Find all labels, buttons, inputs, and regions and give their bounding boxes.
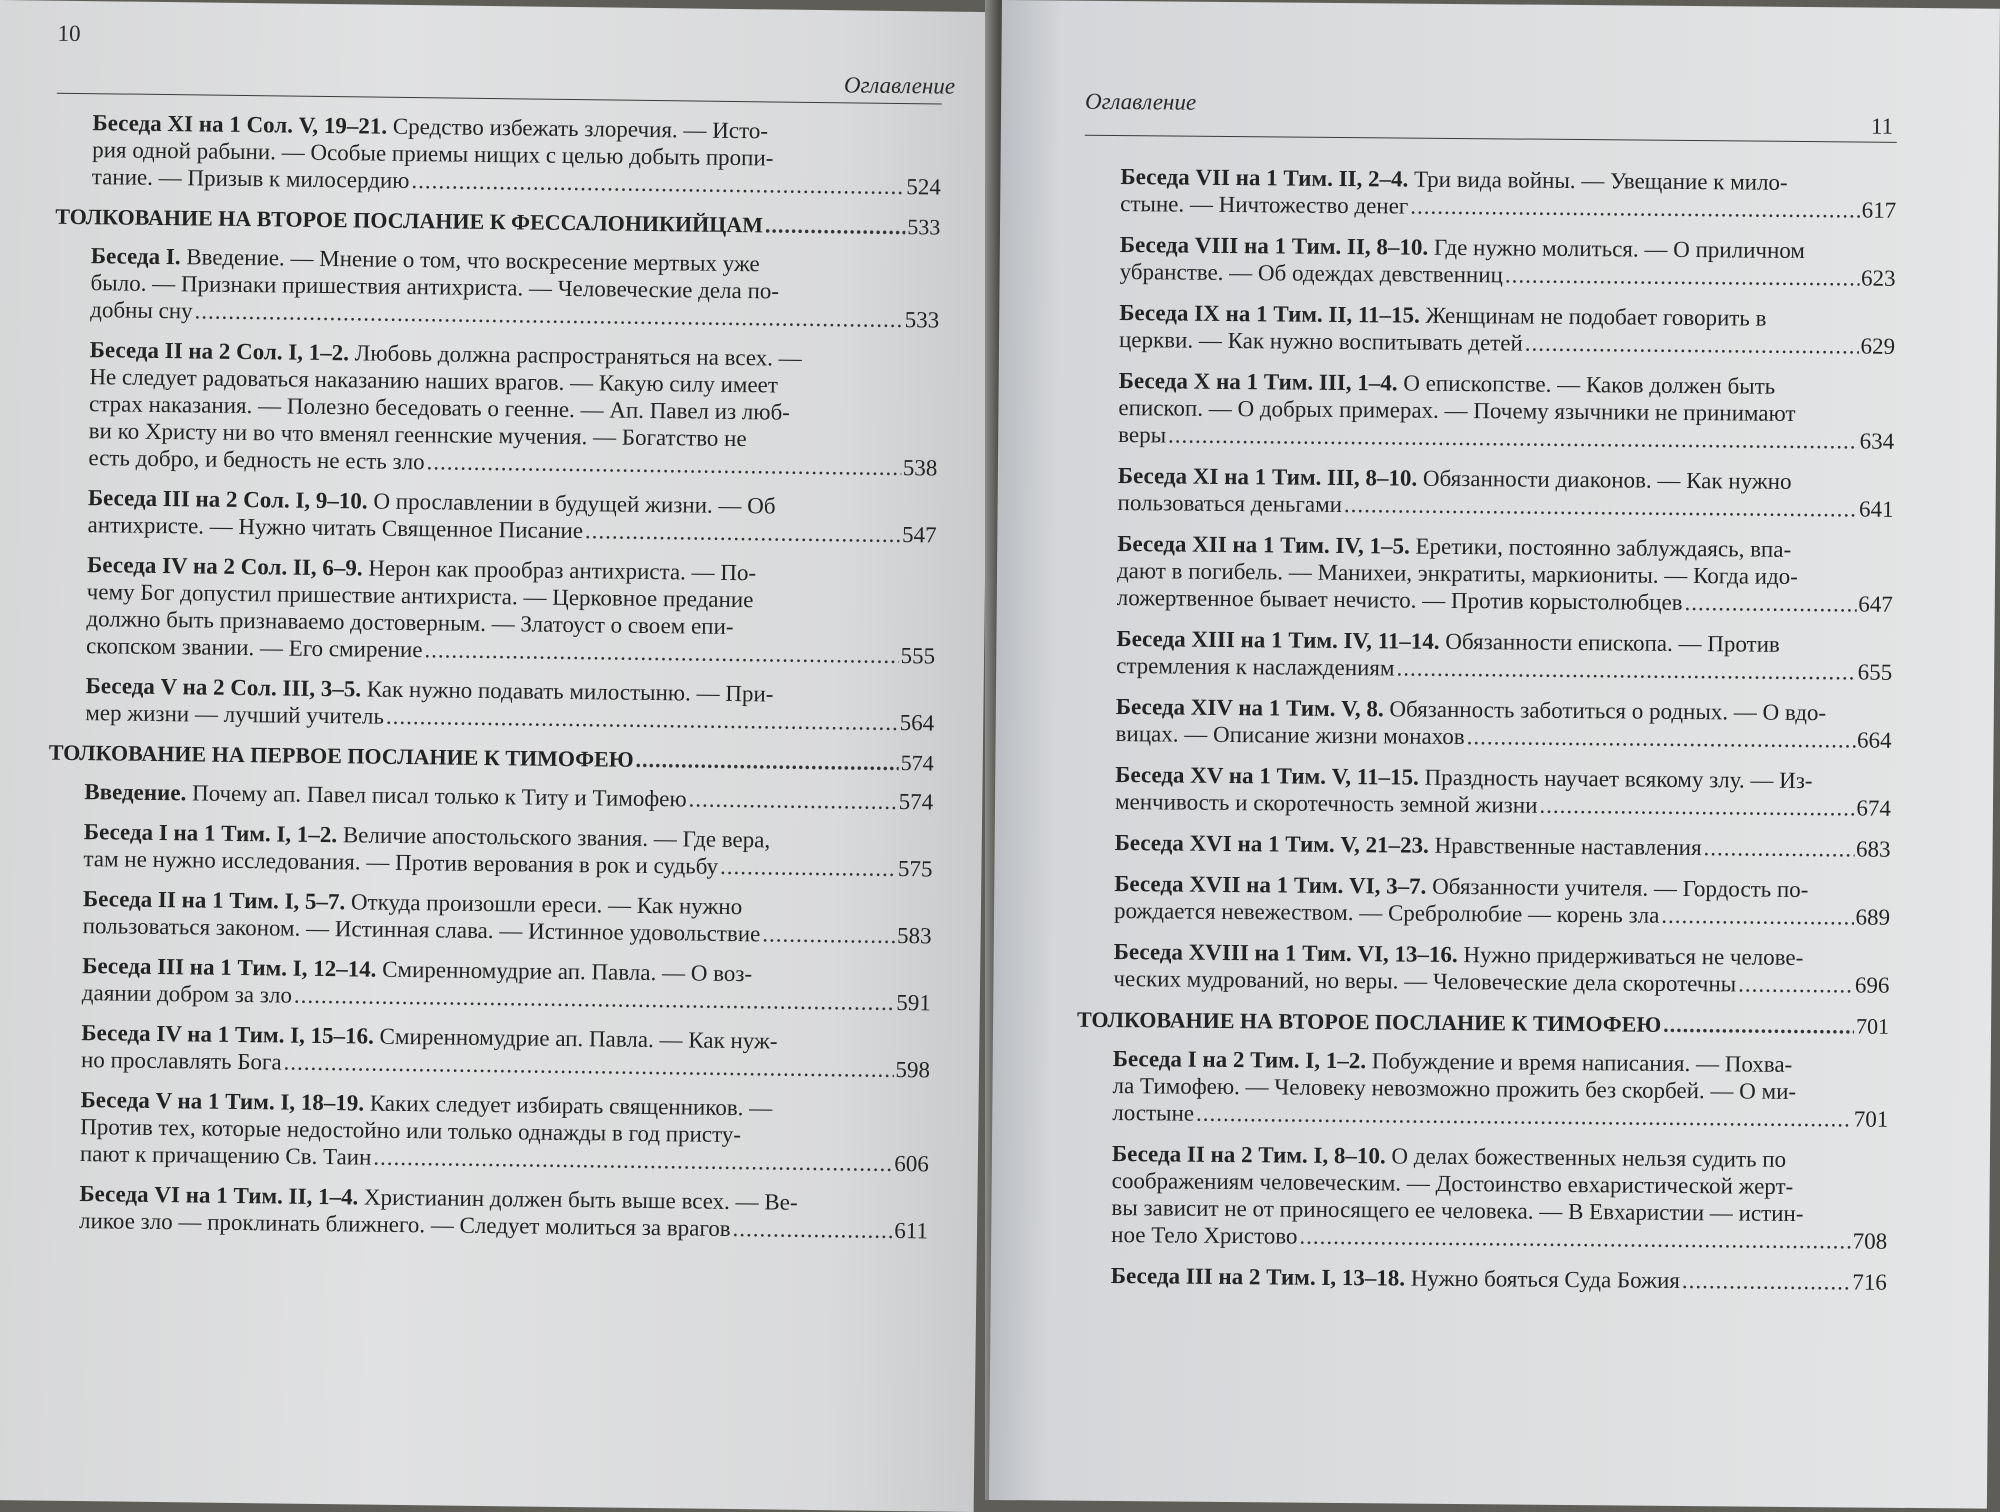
toc-entry <box>47 885 933 950</box>
entry-title: Беседа XV на 1 Тим. V, 11–15. <box>1115 762 1419 790</box>
leader-dots <box>1410 193 1860 224</box>
toc-entry <box>44 1086 930 1178</box>
page-ref: 611 <box>894 1218 929 1244</box>
entry-text-line: Смиренномудрие ап. Павла. — О воз- <box>382 956 753 987</box>
leader-dots <box>1344 491 1857 522</box>
toc-entry <box>46 952 932 1017</box>
entry-text-line: Обязанности учителя. — Гордость по- <box>1432 873 1809 903</box>
entry-title: Беседа XVIII на 1 Тим. VI, 13–16. <box>1113 939 1458 968</box>
toc-entry <box>1083 299 1895 360</box>
toc-entry <box>50 551 936 670</box>
page-ref: 641 <box>1858 496 1894 522</box>
entry-text-line: Три вида войны. — Увещание к мило- <box>1413 166 1788 195</box>
leader-dots <box>1703 834 1854 862</box>
toc-entry <box>1079 693 1891 754</box>
entry-text-line: Обязанность заботиться о родных. — О вдо- <box>1389 696 1827 726</box>
section-title: ТОЛКОВАНИЕ НА ВТОРОЕ ПОСЛАНИЕ К ТИМОФЕЮ <box>1076 1006 1662 1037</box>
toc-entry <box>45 1019 931 1084</box>
header-rule-right <box>1085 135 1897 143</box>
page-ref: 606 <box>894 1151 930 1177</box>
entry-title: Беседа I. <box>90 243 181 270</box>
page-ref: 564 <box>899 710 935 736</box>
entry-last-line: стыне. — Ничтожество денег <box>1120 191 1409 219</box>
page-ref: 583 <box>896 923 932 949</box>
entry-text-line: О делах божественных нельзя судить по <box>1391 1143 1787 1172</box>
toc-section-heading <box>55 203 940 241</box>
entry-last-line: скопском звании. — Его смирение <box>85 633 423 663</box>
toc-entry <box>1076 1045 1889 1133</box>
entry-text-line: Смиренномудрие ап. Павла. — Как нуж- <box>379 1023 778 1054</box>
page-ref: 647 <box>1858 591 1893 617</box>
entry-last-line: мер жизни — лучший учитель <box>85 700 385 729</box>
left-page <box>0 0 992 1512</box>
entry-last-line: даянии добром за зло <box>81 980 293 1008</box>
leader-dots <box>424 636 898 669</box>
entry-text-line: Средство избежать злоречия. — Исто- <box>392 113 769 144</box>
toc-entry <box>47 818 933 883</box>
entry-title: Беседа IX на 1 Тим. II, 11–15. <box>1119 300 1420 328</box>
page-ref: 555 <box>900 643 936 669</box>
leader-dots <box>765 211 906 240</box>
leader-dots <box>1684 589 1856 617</box>
entry-title: Беседа XI на 1 Сол. V, 19–21. <box>92 110 388 139</box>
entry-last-line: но прославлять Бога <box>80 1047 282 1075</box>
entry-text-line: Обязанности диаконов. — Как нужно <box>1422 465 1792 494</box>
leader-dots <box>426 448 901 481</box>
entry-title: Беседа II на 2 Сол. I, 1–2. <box>89 337 350 366</box>
entry-text-line: ла Тимофею. — Человеку невозможно прожить без скорбей. — О ми- <box>1112 1073 1797 1104</box>
entry-title: Беседа XVI на 1 Тим. V, 21–23. <box>1114 830 1429 858</box>
entry-last-line: церкви. — Как нужно воспитывать детей <box>1118 327 1523 356</box>
page-ref: 664 <box>1856 727 1892 753</box>
page-ref: 674 <box>1856 795 1892 821</box>
entry-title: Беседа XII на 1 Тим. IV, 1–5. <box>1117 531 1410 559</box>
leader-dots <box>1505 261 1859 291</box>
entry-title: Беседа II на 1 Тим. I, 5–7. <box>82 886 346 915</box>
header-rule-left <box>57 93 942 105</box>
toc-entry <box>1084 231 1896 292</box>
leader-dots <box>1539 792 1854 822</box>
entry-title: Беседа V на 2 Сол. III, 3–5. <box>85 673 362 702</box>
page-ref: 598 <box>895 1057 931 1083</box>
page-ref: 623 <box>1860 265 1896 291</box>
section-title: ТОЛКОВАНИЕ НА ВТОРОЕ ПОСЛАНИЕ К ФЕССАЛОНИКИЙЦАМ <box>55 203 764 238</box>
leader-dots <box>585 517 900 548</box>
page-ref: 701 <box>1853 1106 1889 1132</box>
entry-title: Беседа II на 2 Тим. I, 8–10. <box>1111 1141 1386 1169</box>
toc-list-left <box>43 109 942 1258</box>
entry-last-line: пользоваться законом. — Истинная слава. — Истинное удовольствие <box>82 913 761 947</box>
page-ref: 634 <box>1859 428 1895 454</box>
entry-text-line: было. — Признаки пришествия антихриста. — Человеческие дела по- <box>90 270 780 304</box>
entry-text-line: Введение. — Мнение о том, что воскресение мертвых уже <box>186 244 760 277</box>
entry-title: Беседа IV на 2 Сол. II, 6–9. <box>86 552 363 581</box>
toc-entry <box>1077 938 1889 999</box>
page-ref: 533 <box>904 307 940 333</box>
toc-entry <box>1075 1140 1888 1255</box>
entry-last-line: добны сну <box>90 297 193 324</box>
entry-text-line: Женщинам не подобает говорить в <box>1425 302 1767 331</box>
leader-dots <box>1168 421 1858 454</box>
entry-title: Беседа X на 1 Тим. III, 1–4. <box>1118 368 1398 396</box>
page-ref: 629 <box>1860 333 1896 359</box>
entry-text-line: Нужно придерживаться не челове- <box>1463 942 1804 971</box>
entry-text-line: Побуждение и время написания. — Похва- <box>1371 1048 1793 1077</box>
page-ref: 575 <box>897 856 933 882</box>
entry-title: Беседа III на 2 Тим. I, 13–18. <box>1110 1262 1406 1291</box>
leader-dots <box>1299 1223 1850 1255</box>
running-head-right: Оглавление <box>1085 88 1197 115</box>
entry-last-line: веры <box>1118 422 1167 448</box>
page-ref: 689 <box>1855 904 1891 930</box>
leader-dots <box>1661 902 1853 931</box>
page-number-right: 11 <box>1870 113 1894 139</box>
entry-text-line: О прославлении в будущей жизни. — Об <box>373 488 776 519</box>
section-title: ТОЛКОВАНИЕ НА ПЕРВОЕ ПОСЛАНИЕ К ТИМОФЕЮ <box>48 739 634 772</box>
toc-entry <box>1082 367 1895 455</box>
entry-last-line: ческих мудрований, но веры. — Человеческие дела скоротечны <box>1113 966 1737 997</box>
entry-text-line: Нерон как прообраз антихриста. — По- <box>368 555 757 586</box>
toc-entry <box>1079 761 1891 822</box>
entry-text-line: Откуда произошли ереси. — Как нужно <box>350 889 743 920</box>
page-ref: 547 <box>901 522 937 548</box>
entry-text-line: Не следует радоваться наказанию наших врагов. — Какую силу имеет <box>89 364 779 398</box>
leader-dots <box>373 1144 892 1177</box>
leader-dots <box>688 785 896 815</box>
entry-last-line: стремления к наслаждениям <box>1116 653 1395 681</box>
entry-text-line: Обязанности епископа. — Против <box>1445 628 1780 657</box>
toc-entry <box>1078 870 1890 931</box>
entry-text-line: Каких следует избирать священников. — <box>369 1090 773 1121</box>
entry-text-line: Христианин должен быть выше всех. — Ве- <box>363 1184 798 1215</box>
entry-text-line: должно быть признаваемо достоверным. — Златоуст о своем епи- <box>86 606 734 640</box>
entry-title: Беседа VI на 1 Тим. II, 1–4. <box>79 1181 359 1210</box>
entry-text-line: соображениям человеческим. — Достоинство евхаристической жерт- <box>1111 1168 1794 1199</box>
page-ref: 696 <box>1854 972 1890 998</box>
entry-text-line: Еретики, постоянно заблуждаясь, впа- <box>1415 533 1792 562</box>
entry-title: Беседа XIII на 1 Тим. IV, 11–14. <box>1116 626 1440 654</box>
page-ref: 683 <box>1856 836 1891 862</box>
toc-entry <box>1075 1262 1887 1296</box>
entry-text-line: Против тех, которые недостойно или только однажды в год присту- <box>80 1114 742 1148</box>
toc-entry <box>1082 462 1894 523</box>
entry-last-line: там не нужно исследования. — Против верования в рок и судьбу <box>83 846 719 879</box>
entry-last-line: есть добро, и бедность не есть зло <box>88 445 425 475</box>
leader-dots <box>386 703 898 736</box>
page-ref: 524 <box>906 174 941 200</box>
entry-title: Беседа XVII на 1 Тим. VI, 3–7. <box>1114 871 1427 899</box>
entry-last-line: вицах. — Описание жизни монахов <box>1115 721 1465 750</box>
entry-last-line: рождается невежеством. — Сребролюбие — корень зла <box>1113 898 1660 928</box>
leader-dots <box>1663 1011 1854 1040</box>
entry-text-line: чему Бог допустил пришествие антихриста. — Церковное предание <box>86 579 754 613</box>
entry-last-line: Нравственные наставления <box>1434 832 1702 861</box>
entry-last-line: Почему ап. Павел писал только к Титу и Тимофею <box>191 780 687 812</box>
page-ref: 701 <box>1855 1013 1890 1039</box>
page-ref: 533 <box>907 214 941 240</box>
entry-last-line: лостыне <box>1112 1100 1195 1126</box>
leader-dots <box>1396 654 1855 685</box>
leader-dots <box>1525 330 1859 360</box>
entry-last-line: Нужно бояться Суда Божия <box>1410 1265 1681 1293</box>
page-ref: 708 <box>1852 1228 1888 1254</box>
entry-text-line: вы зависит не от приносящего ее человека. — В Евхаристии — истин- <box>1111 1195 1804 1227</box>
entry-title: Беседа XI на 1 Тим. III, 8–10. <box>1117 463 1418 491</box>
page-ref: 591 <box>896 990 931 1016</box>
leader-dots <box>1467 723 1856 753</box>
entry-last-line: пользоваться деньгами <box>1117 490 1343 517</box>
entry-last-line: менчивость и скоротечность земной жизни <box>1114 789 1538 818</box>
entry-last-line: ложертвенное бывает нечисто. — Против корыстолюбцев <box>1116 585 1683 615</box>
toc-entry <box>1084 163 1896 224</box>
leader-dots <box>1196 1100 1852 1133</box>
leader-dots <box>1682 1267 1851 1295</box>
entry-last-line: пают к причащению Св. Таин <box>79 1141 372 1170</box>
entry-text-line: Любовь должна распространяться на всех. — <box>354 340 802 371</box>
entry-title: Беседа VIII на 1 Тим. II, 8–10. <box>1119 232 1429 260</box>
entry-text-line: Величие апостольского звания. — Где вера, <box>342 822 771 853</box>
entry-title: Введение. <box>84 779 187 806</box>
entry-title: Беседа I на 2 Тим. I, 1–2. <box>1112 1046 1367 1074</box>
entry-last-line: ликое зло — проклинать ближнего. — Следует молиться за врагов <box>78 1208 731 1242</box>
leader-dots <box>720 853 896 882</box>
entry-text-line: рия одной рабыни. — Особые приемы нищих с целью добыть пропи- <box>92 137 774 171</box>
toc-entry <box>1080 625 1892 686</box>
toc-entry <box>48 778 933 816</box>
toc-entry <box>1079 829 1891 863</box>
page-ref: 574 <box>898 789 934 815</box>
entry-title: Беседа VII на 1 Тим. II, 2–4. <box>1120 164 1409 192</box>
entry-title: Беседа III на 2 Сол. I, 9–10. <box>87 485 368 514</box>
page-ref: 617 <box>1861 197 1897 223</box>
entry-title: Беседа IV на 1 Тим. I, 15–16. <box>81 1020 375 1049</box>
toc-section-heading <box>49 739 934 777</box>
entry-text-line: ви ко Христу ни во что вменял гееннские мучения. — Богатство не <box>88 418 747 452</box>
entry-title: Беседа III на 1 Тим. I, 12–14. <box>82 953 377 982</box>
leader-dots <box>1738 970 1853 998</box>
toc-section-heading <box>1077 1006 1889 1040</box>
entry-last-line: убранстве. — Об одеждах девственниц <box>1119 259 1504 288</box>
leader-dots <box>762 920 895 949</box>
toc-entry <box>43 1180 929 1245</box>
leader-dots <box>732 1215 892 1244</box>
entry-text-line: Как нужно подавать милостыню. — При- <box>366 676 774 707</box>
entry-text-line: Праздность научает всякому злу. — Из- <box>1424 764 1813 794</box>
entry-text-line: дают в погибель. — Манихеи, энкратиты, маркиониты. — Когда идо- <box>1116 558 1799 589</box>
entry-last-line: антихристе. — Нужно читать Священное Писание <box>87 512 584 544</box>
entry-text-line: О епископстве. — Каков должен быть <box>1403 370 1776 399</box>
entry-title: Беседа I на 1 Тим. I, 1–2. <box>83 819 338 848</box>
toc-entry <box>49 672 935 737</box>
leader-dots <box>411 167 904 200</box>
toc-entry <box>54 242 940 334</box>
page-number-left: 10 <box>57 20 81 46</box>
toc-entry <box>52 336 939 482</box>
entry-title: Беседа V на 1 Тим. I, 18–19. <box>80 1087 365 1116</box>
entry-text-line: епископ. — О добрых примерах. — Почему язычники не принимают <box>1118 395 1796 426</box>
leader-dots <box>635 746 898 776</box>
toc-entry <box>56 109 942 201</box>
toc-entry <box>1081 530 1894 618</box>
running-head-left: Оглавление <box>843 72 956 99</box>
entry-text-line: страх наказания. — Полезно беседовать о геенне. — Ап. Павел из люб- <box>88 391 791 425</box>
entry-title: Беседа XIV на 1 Тим. V, 8. <box>1115 694 1384 722</box>
page-ref: 655 <box>1857 659 1893 685</box>
entry-text-line: Где нужно молиться. — О приличном <box>1433 234 1806 264</box>
toc-entry <box>51 484 937 549</box>
page-ref: 716 <box>1852 1269 1887 1295</box>
right-page <box>989 0 2000 1509</box>
entry-last-line: тание. — Призыв к милосердию <box>91 164 410 194</box>
page-ref: 538 <box>902 455 938 481</box>
toc-list-right <box>1075 163 1897 1310</box>
entry-last-line: ное Тело Христово <box>1111 1222 1298 1249</box>
page-ref: 574 <box>900 750 934 776</box>
